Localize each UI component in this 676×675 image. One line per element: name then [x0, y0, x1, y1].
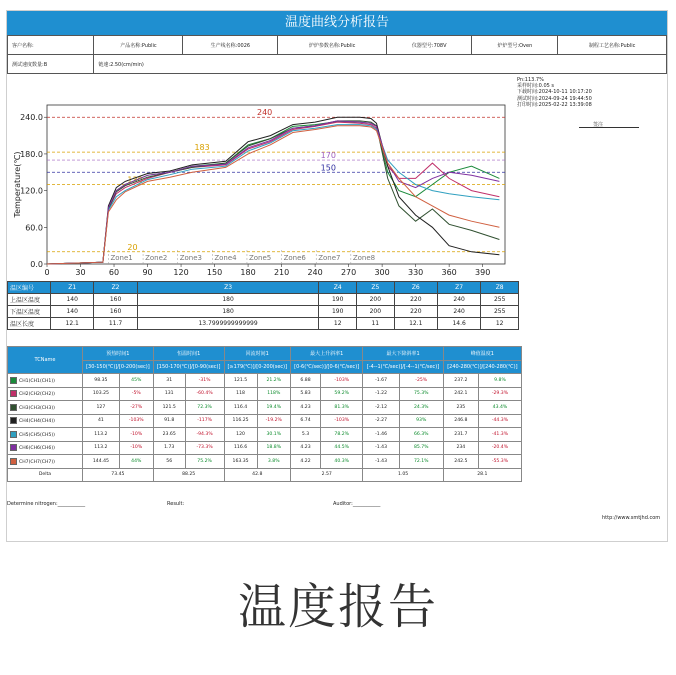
zone-cell: 11	[357, 318, 395, 330]
stat-percent: -94.3%	[185, 428, 224, 442]
y-tick-label: 60.0	[25, 223, 43, 233]
zone-header-row	[8, 282, 519, 294]
auditor-label: Auditor:___________	[333, 501, 381, 507]
x-tick-label: 120	[173, 268, 189, 277]
stat-value: 5.3	[290, 428, 320, 442]
stat-row	[8, 455, 522, 469]
stat-percent: -41.3%	[478, 428, 521, 442]
zone-row-label: 温区长度	[8, 318, 51, 330]
stat-subheader-3: [0-6(℃/sec)]/[0-6(℃/sec)]	[290, 360, 362, 374]
zone-row-label: 下温区温度	[8, 306, 51, 318]
x-tick-label: 180	[240, 268, 256, 277]
stat-value: 4.23	[290, 441, 320, 455]
reference-label: 183	[194, 143, 210, 153]
zone-label: Zone8	[352, 254, 376, 262]
zone-cell: 180	[137, 306, 319, 318]
stat-tc-header: TCName	[8, 347, 83, 374]
report-title: 温度曲线分析报告	[7, 11, 667, 35]
x-tick-label: 150	[206, 268, 223, 277]
stat-subheader-row	[8, 360, 522, 374]
stat-header-0: 预热时间1	[83, 347, 154, 361]
zone-label: Zone4	[214, 254, 237, 262]
zone-cell: 220	[394, 306, 437, 318]
stat-value: 231.7	[443, 428, 478, 442]
stat-delta-value: 73.45	[83, 468, 154, 482]
y-tick-label: 0.0	[30, 260, 43, 269]
stat-percent: -10%	[119, 428, 153, 442]
zone-cell: 190	[319, 306, 357, 318]
stat-percent: -103%	[119, 414, 153, 428]
stat-row	[8, 387, 522, 401]
stat-percent: 59.2%	[321, 387, 363, 401]
stat-value: 6.88	[290, 374, 320, 388]
channel-color-swatch	[10, 390, 17, 397]
reference-label: 20	[127, 242, 138, 252]
stat-delta-value: 28.1	[443, 468, 521, 482]
x-tick-label: 90	[142, 268, 153, 277]
sign-line	[579, 127, 639, 128]
stat-value: 41	[83, 414, 120, 428]
x-tick-label: 210	[273, 268, 290, 277]
zone-cell: 160	[94, 294, 137, 306]
stat-value: 4.22	[290, 455, 320, 469]
stat-percent: -55.3%	[478, 455, 521, 469]
zone-cell: 220	[394, 294, 437, 306]
stat-percent: 24.3%	[399, 401, 443, 415]
stat-percent: -103%	[321, 374, 363, 388]
zone-cell: 14.6	[437, 318, 480, 330]
stat-percent: 19.4%	[257, 401, 290, 415]
info-print-time: 打印时间:2025-02-22 13:39:08	[517, 101, 592, 108]
x-tick-label: 390	[475, 268, 491, 277]
stat-percent: 78.2%	[321, 428, 363, 442]
stat-percent: 45%	[119, 374, 153, 388]
zone-cell: 140	[51, 294, 94, 306]
x-tick-label: 0	[44, 268, 50, 277]
stat-value: 5.83	[290, 387, 320, 401]
zone-header-z6: Z6	[394, 282, 437, 294]
stat-tc-name: CH3(CH3(CH3))	[8, 401, 83, 415]
stat-percent: 66.3%	[399, 428, 443, 442]
stat-delta-label: Delta	[8, 468, 83, 482]
zone-header-z5: Z5	[357, 282, 395, 294]
stat-subheader-5: [240-280(℃)]/[240-280(℃)]	[443, 360, 521, 374]
info-line: 生产线名称:0026	[183, 36, 278, 55]
stat-value: 23.65	[153, 428, 185, 442]
stat-value: 163.35	[224, 455, 257, 469]
stat-value: 118	[224, 387, 257, 401]
stat-percent: -5%	[119, 387, 153, 401]
stat-delta-value: 1.05	[363, 468, 443, 482]
zone-header-z8: Z8	[481, 282, 519, 294]
zone-cell: 255	[481, 294, 519, 306]
stat-table	[7, 346, 522, 482]
stat-tc-name: CH4(CH4(CH4))	[8, 414, 83, 428]
stat-percent: 93%	[399, 414, 443, 428]
zone-cell: 12	[481, 318, 519, 330]
stat-percent: 18.8%	[257, 441, 290, 455]
info-row-2	[8, 55, 667, 74]
reference-label: 170	[320, 151, 336, 161]
stat-value: 242.5	[443, 455, 478, 469]
zone-cell: 12	[319, 318, 357, 330]
stat-value: 116.4	[224, 401, 257, 415]
stat-value: 144.45	[83, 455, 120, 469]
stat-value: 246.8	[443, 414, 478, 428]
stat-value: 6.74	[290, 414, 320, 428]
stat-percent: -27%	[119, 401, 153, 415]
stat-header-4: 最大下降斜率1	[363, 347, 443, 361]
stat-percent: 85.7%	[399, 441, 443, 455]
x-tick-label: 240	[307, 268, 323, 277]
zone-header-z1: Z1	[51, 282, 94, 294]
stat-percent: 40.3%	[321, 455, 363, 469]
stat-value: 242.1	[443, 387, 478, 401]
stat-percent: -60.4%	[185, 387, 224, 401]
stat-percent: -31%	[185, 374, 224, 388]
info-oven-params: 炉炉参数名称:Public	[278, 36, 387, 55]
stat-value: 131	[153, 387, 185, 401]
info-oven-model: 炉炉型号:Oven	[472, 36, 558, 55]
stat-percent: 30.1%	[257, 428, 290, 442]
stat-subheader-1: [150-170(℃)]/[0-90(sec)]	[153, 360, 224, 374]
stat-value: -2.12	[363, 401, 399, 415]
stat-percent: 72.3%	[185, 401, 224, 415]
stat-value: 91.8	[153, 414, 185, 428]
plot-area	[47, 105, 505, 264]
zone-upper-row	[8, 294, 519, 306]
stat-percent: 43.4%	[478, 401, 521, 415]
stat-percent: 72.1%	[399, 455, 443, 469]
info-product: 产品名称:Public	[94, 36, 183, 55]
zone-label: Zone5	[248, 254, 272, 262]
x-tick-label: 30	[75, 268, 86, 277]
stat-tc-name: CH6(CH6(CH6))	[8, 441, 83, 455]
stat-value: 113.2	[83, 428, 120, 442]
stat-percent: 21.2%	[257, 374, 290, 388]
info-download-time: 下载时间:2024-10-11 10:17:20	[517, 89, 592, 96]
channel-color-swatch	[10, 458, 17, 465]
stat-percent: -19.2%	[257, 414, 290, 428]
stat-subheader-2: [≥179(℃)]/[0-200(sec)]	[224, 360, 290, 374]
zone-cell: 12.1	[51, 318, 94, 330]
nitrogen-label: Determine nitrogen:___________	[7, 501, 86, 507]
y-tick-label: 180.0	[20, 149, 43, 159]
zone-label: Zone1	[110, 254, 133, 262]
zone-label: Zone7	[318, 254, 341, 262]
zone-header-label: 温区编号	[8, 282, 51, 294]
stat-row	[8, 401, 522, 415]
stat-header-5: 峰值温度1	[443, 347, 521, 361]
stat-header-row	[8, 347, 522, 361]
stat-value: 121.5	[153, 401, 185, 415]
stat-percent: 44.5%	[321, 441, 363, 455]
y-axis-label: Temperature(℃)	[13, 151, 22, 218]
stat-percent: 3.8%	[257, 455, 290, 469]
stat-value: 127	[83, 401, 120, 415]
channel-color-swatch	[10, 404, 17, 411]
stat-percent: -103%	[321, 414, 363, 428]
stat-value: 103.25	[83, 387, 120, 401]
zone-cell: 180	[137, 294, 319, 306]
zone-header-z3: Z3	[137, 282, 319, 294]
stat-value: 56	[153, 455, 185, 469]
zone-header-z4: Z4	[319, 282, 357, 294]
info-instrument: 仪器型号:708V	[386, 36, 471, 55]
stat-row	[8, 441, 522, 455]
stat-value: -1.67	[363, 374, 399, 388]
zone-label: Zone6	[283, 254, 306, 262]
zone-lower-row	[8, 306, 519, 318]
channel-color-swatch	[10, 431, 17, 438]
info-chain-speed: 链速:2.50(cm/min)	[94, 55, 667, 74]
stat-value: -1.22	[363, 387, 399, 401]
info-test-time: 测试时间:2024-09-24 19:44:50	[517, 95, 592, 102]
temperature-chart	[7, 77, 517, 282]
info-row-1	[8, 36, 667, 55]
stat-header-3: 最大上升斜率1	[290, 347, 362, 361]
stat-value: 4.23	[290, 401, 320, 415]
x-tick-label: 330	[407, 268, 424, 277]
stat-value: 116.6	[224, 441, 257, 455]
stat-delta-value: 42.8	[224, 468, 290, 482]
stat-value: 120	[224, 428, 257, 442]
zone-cell: 255	[481, 306, 519, 318]
stat-value: 121.5	[224, 374, 257, 388]
stat-percent: 75.2%	[185, 455, 224, 469]
info-customer: 客户名称:	[8, 36, 94, 55]
info-sample-time: 采样时间:0.05 s	[517, 83, 555, 90]
stat-value: -2.27	[363, 414, 399, 428]
stat-value: -1.43	[363, 441, 399, 455]
zone-label: Zone3	[179, 254, 202, 262]
x-tick-label: 270	[340, 268, 357, 277]
zone-header-z2: Z2	[94, 282, 137, 294]
zone-cell: 240	[437, 294, 480, 306]
y-tick-label: 240.0	[20, 113, 43, 123]
stat-percent: -73.3%	[185, 441, 224, 455]
stat-percent: 9.8%	[478, 374, 521, 388]
stat-percent: -25%	[399, 374, 443, 388]
zone-cell: 11.7	[94, 318, 137, 330]
report-sheet	[6, 10, 668, 542]
stat-value: -1.46	[363, 428, 399, 442]
stat-percent: 81.3%	[321, 401, 363, 415]
stat-tc-name: CH2(CH2(CH2))	[8, 387, 83, 401]
stat-value: 98.35	[83, 374, 120, 388]
zone-label: Zone2	[145, 254, 168, 262]
stat-percent: -29.3%	[478, 387, 521, 401]
stat-percent: -117%	[185, 414, 224, 428]
x-tick-label: 60	[108, 268, 120, 277]
zone-cell: 13.7999999999999	[137, 318, 319, 330]
zone-table	[7, 281, 519, 330]
stat-percent: 44%	[119, 455, 153, 469]
zone-cell: 160	[94, 306, 137, 318]
result-label: Result:	[167, 501, 185, 507]
stat-percent: -10%	[119, 441, 153, 455]
info-process: 制程工艺名称:Public	[558, 36, 667, 55]
zone-cell: 200	[357, 306, 395, 318]
stat-percent: -20.4%	[478, 441, 521, 455]
channel-color-swatch	[10, 417, 17, 424]
stat-row	[8, 374, 522, 388]
stat-delta-value: 2.57	[290, 468, 362, 482]
stat-value: -1.43	[363, 455, 399, 469]
stat-value: 1.73	[153, 441, 185, 455]
stat-tc-name: CH5(CH5(CH5))	[8, 428, 83, 442]
zone-row-label: 上温区温度	[8, 294, 51, 306]
stat-percent: 75.3%	[399, 387, 443, 401]
zone-cell: 190	[319, 294, 357, 306]
website-url: http://www.smtjhd.com	[602, 515, 661, 521]
stat-tc-name: CH1(CH1(CH1))	[8, 374, 83, 388]
zone-cell: 200	[357, 294, 395, 306]
y-tick-label: 120.0	[20, 186, 43, 196]
info-table	[7, 35, 667, 74]
stat-percent: -44.3%	[478, 414, 521, 428]
zone-cell: 140	[51, 306, 94, 318]
stat-row	[8, 414, 522, 428]
stat-value: 235	[443, 401, 478, 415]
reference-label: 130	[127, 175, 143, 185]
stat-tc-name: CH7(CH7(CH7))	[8, 455, 83, 469]
stat-row	[8, 428, 522, 442]
stat-value: 116.25	[224, 414, 257, 428]
zone-cell: 12.1	[394, 318, 437, 330]
stat-subheader-4: [-4--1(℃/sec)]/[-4--1(℃/sec)]	[363, 360, 443, 374]
x-tick-label: 360	[441, 268, 457, 277]
big-title: 温度报告	[237, 579, 438, 635]
stat-delta-value: 88.25	[153, 468, 224, 482]
stat-value: 234	[443, 441, 478, 455]
stat-subheader-0: [30-150(℃)]/[0-200(sec)]	[83, 360, 154, 374]
stat-header-2: 回流时间1	[224, 347, 290, 361]
stat-value: 113.2	[83, 441, 120, 455]
sign-label: 签注	[593, 122, 604, 128]
reference-label: 150	[320, 163, 336, 173]
info-test-count: 测试速度数量:B	[8, 55, 94, 74]
stat-header-1: 恒温时间1	[153, 347, 224, 361]
zone-length-row	[8, 318, 519, 330]
zone-cell: 240	[437, 306, 480, 318]
reference-label: 240	[257, 108, 273, 118]
stat-percent: 118%	[257, 387, 290, 401]
info-pn: Pn:113.7%	[517, 77, 544, 83]
channel-color-swatch	[10, 377, 17, 384]
stat-delta-row	[8, 468, 522, 482]
channel-color-swatch	[10, 444, 17, 451]
zone-header-z7: Z7	[437, 282, 480, 294]
right-info-panel	[517, 77, 665, 108]
x-tick-label: 300	[374, 268, 390, 277]
stat-value: 31	[153, 374, 185, 388]
stat-value: 237.2	[443, 374, 478, 388]
